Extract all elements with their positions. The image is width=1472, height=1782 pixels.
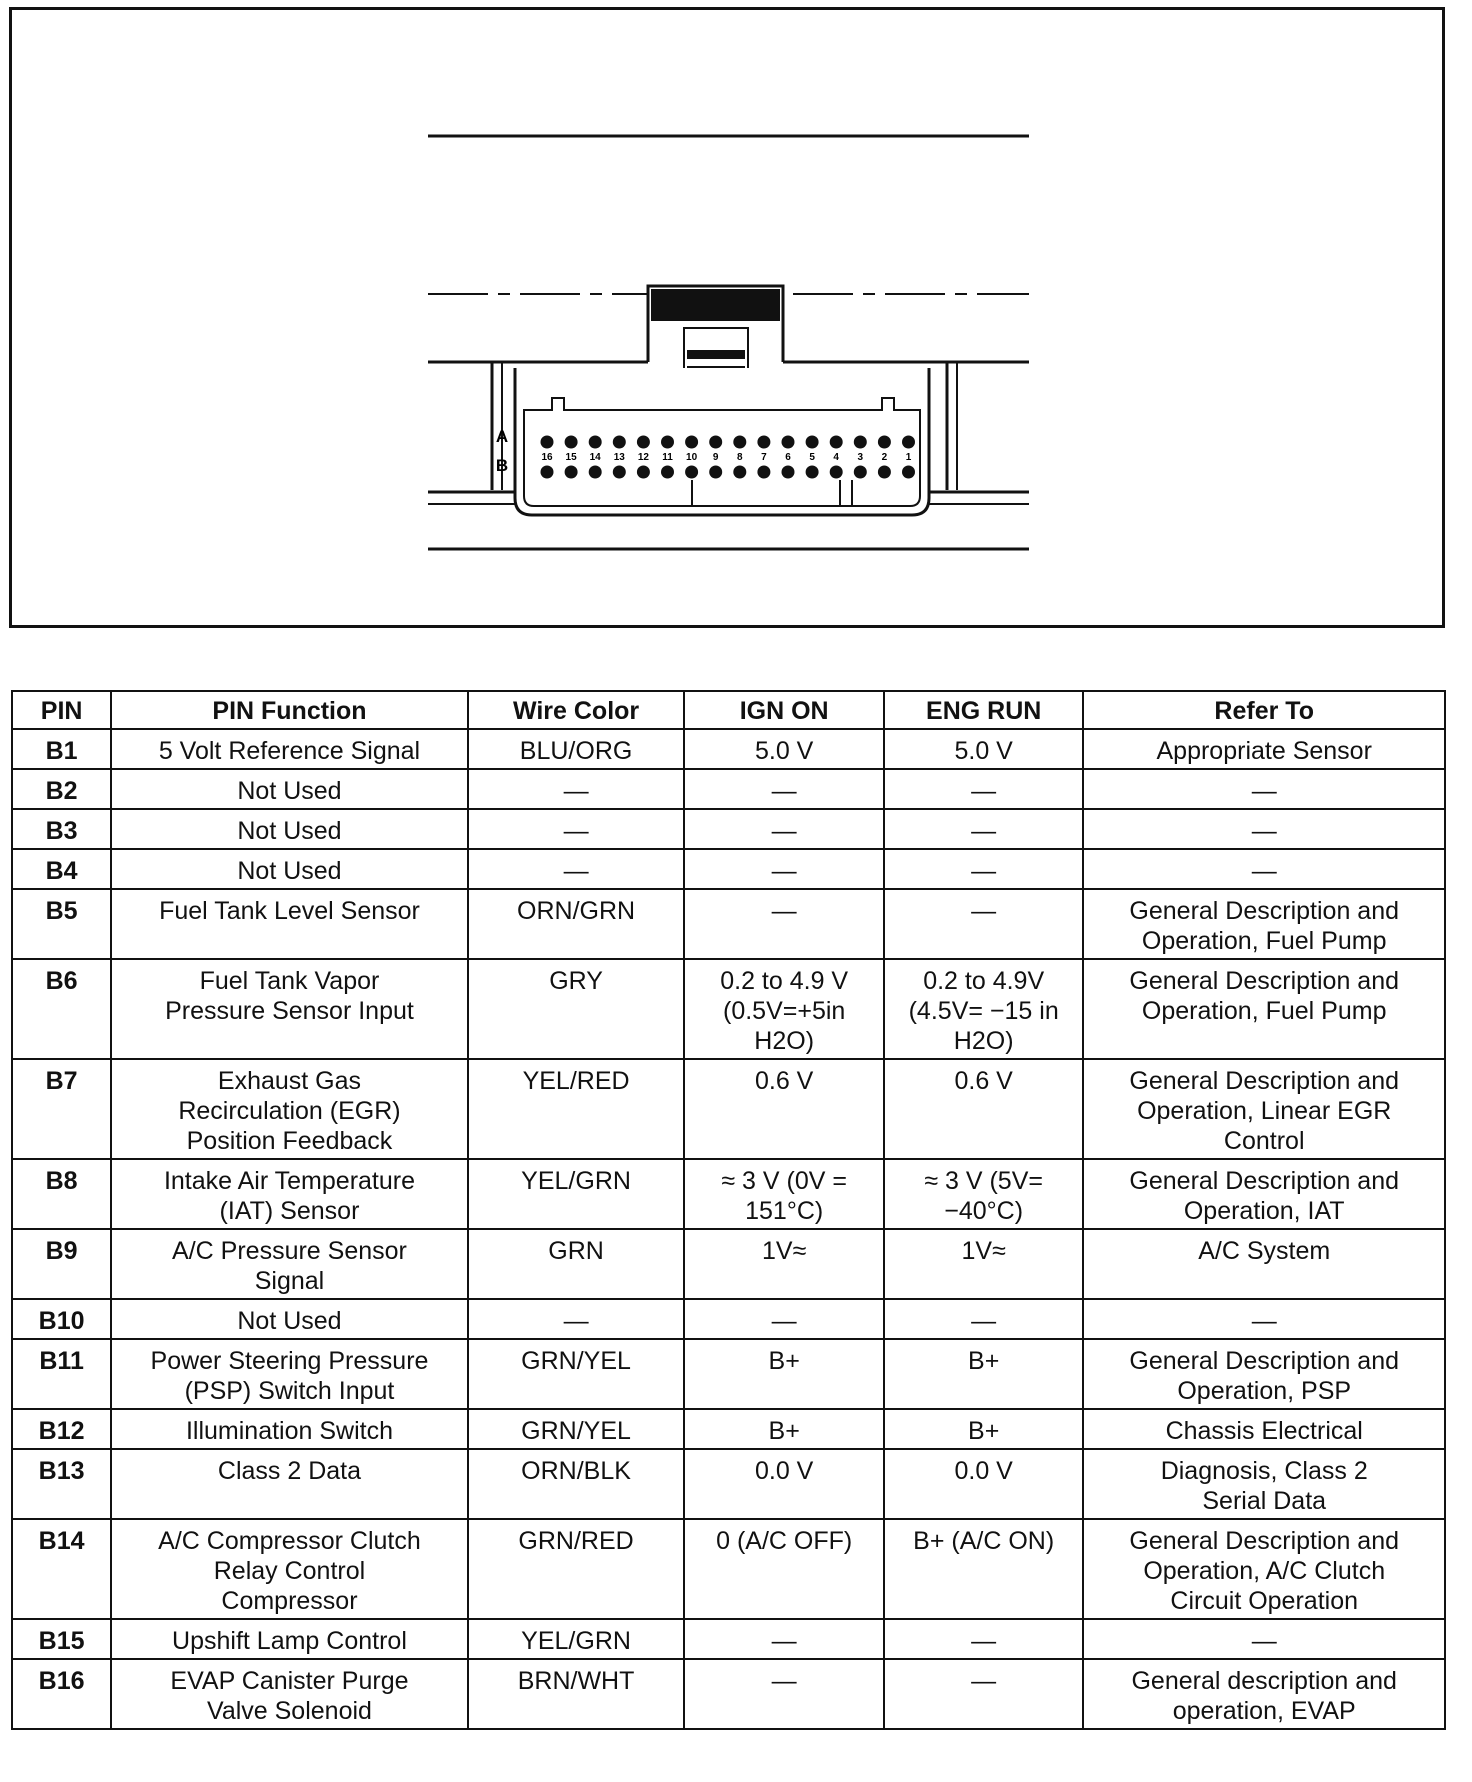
cell-eng-run: ≈ 3 V (5V= −40°C) (884, 1159, 1084, 1229)
cell-function: 5 Volt Reference Signal (111, 729, 467, 769)
pin-b-8 (733, 466, 746, 479)
cell-eng-run: B+ (884, 1339, 1084, 1409)
cell-eng-run: B+ (884, 1409, 1084, 1449)
pin-a-16 (541, 436, 554, 449)
cell-function: Illumination Switch (111, 1409, 467, 1449)
table-row (12, 1059, 1445, 1159)
cell-eng-run: — (884, 1299, 1084, 1339)
connector-drawing (12, 10, 1448, 631)
cell-wire-color: ORN/BLK (468, 1449, 685, 1519)
cell-ign-on: — (684, 849, 884, 889)
pin-number-2: 2 (881, 452, 888, 463)
cell-refer-to: General Description and Operation, PSP (1083, 1339, 1445, 1409)
cell-eng-run: — (884, 1619, 1084, 1659)
pin-a-12 (637, 436, 650, 449)
pin-number-8: 8 (737, 452, 743, 463)
pin-b-2 (878, 466, 891, 479)
pin-number-11: 11 (662, 452, 673, 463)
row-label-a: A (495, 427, 509, 446)
pin-b-10 (685, 466, 698, 479)
pin-number-3: 3 (857, 452, 864, 463)
cell-eng-run: 0.6 V (884, 1059, 1084, 1159)
table-row (12, 1619, 1445, 1659)
cell-eng-run: — (884, 849, 1084, 889)
cell-wire-color: YEL/GRN (468, 1619, 685, 1659)
pin-b-11 (661, 466, 674, 479)
cell-wire-color: BLU/ORG (468, 729, 685, 769)
cell-ign-on: 0.6 V (684, 1059, 884, 1159)
cell-pin: B10 (12, 1299, 111, 1339)
pin-number-5: 5 (809, 452, 815, 463)
cell-function: Intake Air Temperature (IAT) Sensor (111, 1159, 467, 1229)
cell-function: A/C Pressure Sensor Signal (111, 1229, 467, 1299)
pin-b-6 (782, 466, 795, 479)
pin-number-7: 7 (761, 452, 767, 463)
cell-refer-to: General Description and Operation, Linear EGR Control (1083, 1059, 1445, 1159)
cell-refer-to: General Description and Operation, Fuel Pump (1083, 889, 1445, 959)
table-row (12, 1659, 1445, 1729)
pin-a-2 (878, 436, 891, 449)
pin-b-14 (589, 466, 602, 479)
header-refer-to: Refer To (1083, 691, 1445, 729)
cell-refer-to: General description and operation, EVAP (1083, 1659, 1445, 1729)
cell-pin: B16 (12, 1659, 111, 1729)
pin-a-1 (902, 436, 915, 449)
pin-b-5 (806, 466, 819, 479)
cell-pin: B12 (12, 1409, 111, 1449)
pin-a-10 (685, 436, 698, 449)
header-eng-run: ENG RUN (884, 691, 1084, 729)
cell-wire-color: GRN/RED (468, 1519, 685, 1619)
table-row (12, 1159, 1445, 1229)
cell-pin: B7 (12, 1059, 111, 1159)
cell-refer-to: — (1083, 769, 1445, 809)
cell-eng-run: 0.0 V (884, 1449, 1084, 1519)
cell-wire-color: — (468, 809, 685, 849)
cell-pin: B15 (12, 1619, 111, 1659)
pin-a-15 (565, 436, 578, 449)
table-row (12, 849, 1445, 889)
cell-ign-on: 0 (A/C OFF) (684, 1519, 884, 1619)
cell-pin: B3 (12, 809, 111, 849)
cell-refer-to: — (1083, 1619, 1445, 1659)
cell-function: Exhaust Gas Recirculation (EGR) Position Feedback (111, 1059, 467, 1159)
pin-number-10: 10 (686, 452, 698, 463)
header-function: PIN Function (111, 691, 467, 729)
cell-eng-run: B+ (A/C ON) (884, 1519, 1084, 1619)
pin-a-7 (757, 436, 770, 449)
cell-eng-run: — (884, 1659, 1084, 1729)
cell-ign-on: ≈ 3 V (0V = 151°C) (684, 1159, 884, 1229)
cell-ign-on: B+ (684, 1409, 884, 1449)
cell-pin: B1 (12, 729, 111, 769)
cell-refer-to: A/C System (1083, 1229, 1445, 1299)
cell-ign-on: 1V≈ (684, 1229, 884, 1299)
cell-refer-to: General Description and Operation, IAT (1083, 1159, 1445, 1229)
cell-eng-run: — (884, 889, 1084, 959)
pin-a-6 (782, 436, 795, 449)
cell-ign-on: 5.0 V (684, 729, 884, 769)
cell-refer-to: — (1083, 809, 1445, 849)
table-row (12, 1229, 1445, 1299)
table-header-row (12, 691, 1445, 729)
cell-ign-on: — (684, 1299, 884, 1339)
table-row (12, 1339, 1445, 1409)
connector-diagram (9, 7, 1445, 628)
cell-ign-on: — (684, 1659, 884, 1729)
pin-number-12: 12 (637, 452, 649, 463)
row-label-b: B (495, 456, 509, 475)
table-row (12, 809, 1445, 849)
cell-function: Not Used (111, 849, 467, 889)
cell-function: Not Used (111, 809, 467, 849)
cell-ign-on: — (684, 809, 884, 849)
cell-refer-to: — (1083, 1299, 1445, 1339)
cell-pin: B5 (12, 889, 111, 959)
cell-refer-to: General Description and Operation, Fuel Pump (1083, 959, 1445, 1059)
cell-function: Fuel Tank Level Sensor (111, 889, 467, 959)
cell-pin: B2 (12, 769, 111, 809)
header-pin: PIN (12, 691, 111, 729)
cell-wire-color: YEL/RED (468, 1059, 685, 1159)
cell-pin: B14 (12, 1519, 111, 1619)
cell-pin: B9 (12, 1229, 111, 1299)
table-body (12, 729, 1445, 1729)
pin-a-3 (854, 436, 867, 449)
cell-function: Power Steering Pressure (PSP) Switch Input (111, 1339, 467, 1409)
cell-refer-to: General Description and Operation, A/C Clutch Circuit Operation (1083, 1519, 1445, 1619)
cell-ign-on: — (684, 889, 884, 959)
cell-wire-color: GRN (468, 1229, 685, 1299)
cell-refer-to: — (1083, 849, 1445, 889)
pin-a-9 (709, 436, 722, 449)
pin-b-9 (709, 466, 722, 479)
cell-wire-color: — (468, 769, 685, 809)
pin-b-4 (830, 466, 843, 479)
pin-b-16 (541, 466, 554, 479)
cell-wire-color: GRY (468, 959, 685, 1059)
cell-function: Fuel Tank Vapor Pressure Sensor Input (111, 959, 467, 1059)
pin-a-8 (733, 436, 746, 449)
cell-ign-on: 0.2 to 4.9 V (0.5V=+5in H2O) (684, 959, 884, 1059)
header-wire-color: Wire Color (468, 691, 685, 729)
pin-table (11, 690, 1446, 1730)
table-row (12, 1299, 1445, 1339)
cell-refer-to: Appropriate Sensor (1083, 729, 1445, 769)
pin-a-11 (661, 436, 674, 449)
cell-wire-color: YEL/GRN (468, 1159, 685, 1229)
pin-a-5 (806, 436, 819, 449)
pin-b-3 (854, 466, 867, 479)
cell-ign-on: B+ (684, 1339, 884, 1409)
pin-number-14: 14 (589, 452, 601, 463)
cell-ign-on: 0.0 V (684, 1449, 884, 1519)
cell-wire-color: — (468, 1299, 685, 1339)
pin-number-15: 15 (565, 452, 577, 463)
cell-pin: B13 (12, 1449, 111, 1519)
table-row (12, 1449, 1445, 1519)
pin-number-9: 9 (712, 452, 719, 463)
table-row (12, 769, 1445, 809)
cell-function: Class 2 Data (111, 1449, 467, 1519)
cell-eng-run: — (884, 809, 1084, 849)
cell-wire-color: — (468, 849, 685, 889)
pin-a-13 (613, 436, 626, 449)
pin-a-4 (830, 436, 843, 449)
pin-number-13: 13 (613, 452, 625, 463)
pin-a-14 (589, 436, 602, 449)
pin-number-16: 16 (541, 452, 553, 463)
cell-eng-run: 1V≈ (884, 1229, 1084, 1299)
cell-function: Upshift Lamp Control (111, 1619, 467, 1659)
header-ign-on: IGN ON (684, 691, 884, 729)
cell-wire-color: GRN/YEL (468, 1409, 685, 1449)
cell-wire-color: ORN/GRN (468, 889, 685, 959)
cell-function: EVAP Canister Purge Valve Solenoid (111, 1659, 467, 1729)
pin-b-12 (637, 466, 650, 479)
pin-b-15 (565, 466, 578, 479)
cell-ign-on: — (684, 1619, 884, 1659)
table-row (12, 959, 1445, 1059)
cell-refer-to: Diagnosis, Class 2 Serial Data (1083, 1449, 1445, 1519)
cell-wire-color: GRN/YEL (468, 1339, 685, 1409)
cell-pin: B8 (12, 1159, 111, 1229)
pin-number-4: 4 (833, 452, 839, 463)
pin-number-1: 1 (905, 452, 912, 463)
pin-b-7 (757, 466, 770, 479)
table-row (12, 1409, 1445, 1449)
cell-function: Not Used (111, 769, 467, 809)
cell-wire-color: BRN/WHT (468, 1659, 685, 1729)
table-row (12, 729, 1445, 769)
cell-function: Not Used (111, 1299, 467, 1339)
cell-refer-to: Chassis Electrical (1083, 1409, 1445, 1449)
cell-pin: B11 (12, 1339, 111, 1409)
cell-eng-run: 0.2 to 4.9V (4.5V= −15 in H2O) (884, 959, 1084, 1059)
table-row (12, 1519, 1445, 1619)
cell-pin: B4 (12, 849, 111, 889)
table-row (12, 889, 1445, 959)
cell-function: A/C Compressor Clutch Relay Control Compressor (111, 1519, 467, 1619)
cell-eng-run: — (884, 769, 1084, 809)
pin-number-6: 6 (785, 452, 791, 463)
pin-b-13 (613, 466, 626, 479)
cell-ign-on: — (684, 769, 884, 809)
pin-b-1 (902, 466, 915, 479)
cell-pin: B6 (12, 959, 111, 1059)
cell-eng-run: 5.0 V (884, 729, 1084, 769)
